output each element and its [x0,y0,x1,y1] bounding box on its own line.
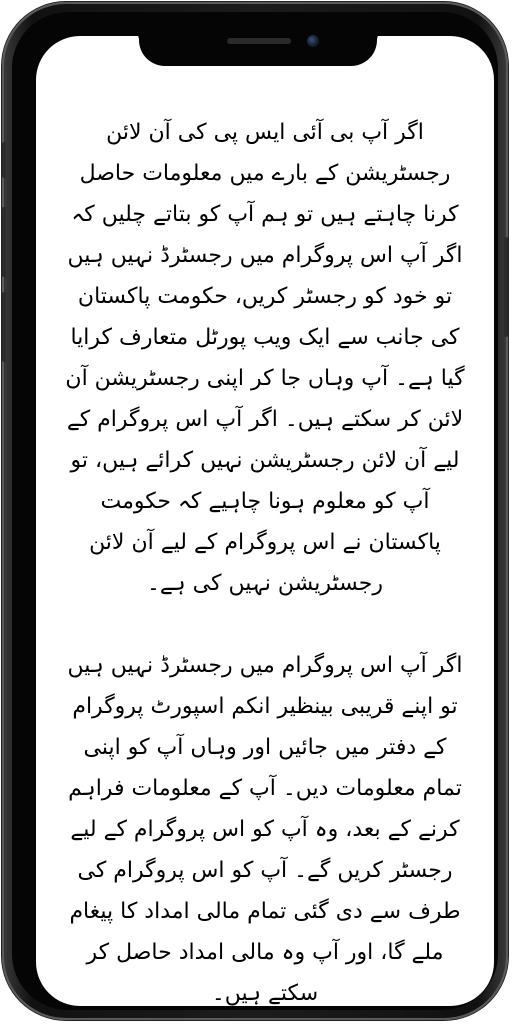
power-button [504,237,508,337]
article-body [62,112,468,1006]
front-camera-icon [307,35,319,47]
volume-up-button [2,207,6,277]
article-paragraph-1: اگر آپ بی آئی ایس پی کی آن لائن رجسٹریشن کے بارے میں معلومات حاصل کرنا چاہتے ہیں تو ہم آپ کو بتاتے چلیں کہ اگر آپ اس پروگرام میں رجسٹرڈ نہیں ہیں تو خود کو رجسٹر کریں، حکومت پاکستان کی جانب سے ایک ویب پورٹل متعارف کرایا گیا ہے۔ آپ وہاں جا کر اپنی رجسٹریشن آن لائن کر سکتے ہیں۔ اگر آپ اس پروگرام کے لیے آن لائن رجسٹریشن نہیں کرائے ہیں، تو آپ کو معلوم ہونا چاہیے کہ حکومت پاکستان نے اس پروگرام کے لیے آن لائن رجسٹریشن نہیں کی ہے۔ [65,120,465,596]
phone-frame [2,2,508,1020]
speaker-grille [227,38,291,44]
article-paragraph-2: اگر آپ اس پروگرام میں رجسٹرڈ نہیں ہیں تو اپنے قریبی بینظیر انکم اسپورٹ پروگرام کے دفتر میں جائیں اور وہاں آپ کو اپنی تمام معلومات دیں۔ آپ کے معلومات فراہم کرنے کے بعد، وہ آپ کو اس پروگرام کے لیے رجسٹر کریں گے۔ آپ کو اس پروگرام کی طرف سے دی گئی تمام مالی امداد کا پیغام ملے گا، اور آپ وہ مالی امداد حاصل کر سکتے ہیں۔ [67,653,463,1006]
notch [139,24,377,66]
silent-switch [2,142,6,178]
phone-bezel [12,12,498,1010]
volume-down-button [2,292,6,362]
phone-screen[interactable] [36,36,494,1006]
